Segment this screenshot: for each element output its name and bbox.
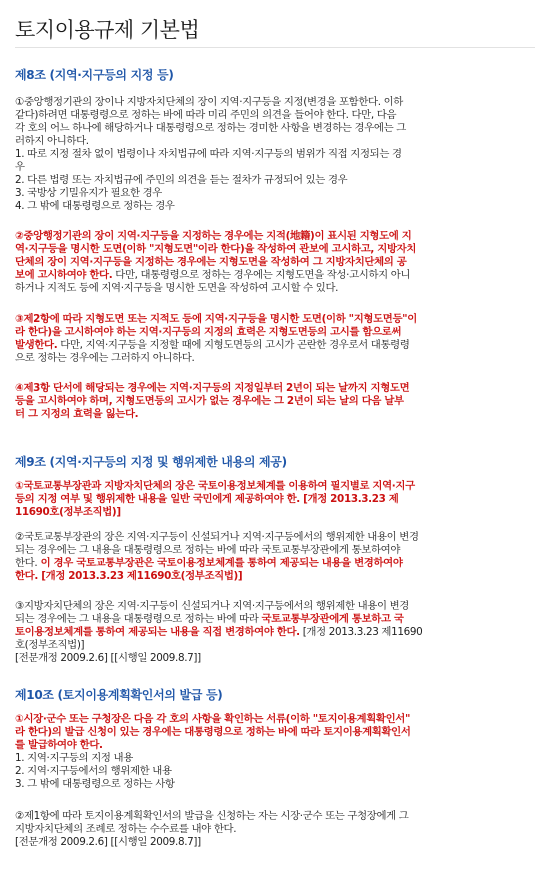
article-10-paragraph-1 (15, 713, 527, 791)
title-divider (15, 47, 535, 48)
article-8-paragraph-2 (15, 230, 527, 295)
text-line: 를 발급하여야 한다. (15, 739, 103, 751)
text-line: 이 경우 국토교통부장관은 국토이용정보체계를 통하여 제공되는 내용을 변경하여야 (37, 557, 403, 569)
article-9-paragraph-3 (15, 600, 527, 665)
text-line: 지방자치단체의 조례로 정하는 수수료를 내야 한다. (15, 823, 237, 835)
text-line: ①시장·군수 또는 구청장은 다음 각 호의 사항을 확인하는 서류(이하 "토지이용계획확인서" (15, 713, 411, 725)
text-line: 하거나 지적도 등에 지역·지구등을 명시한 도면을 작성하여 고시할 수 있다. (15, 282, 339, 294)
amendment-note: [전문개정 2009.2.6] [[시행일 2009.8.7]] (15, 836, 201, 848)
text-line: 단체의 장이 지역·지구등을 지정하는 경우에는 지형도면을 작성하여 그 지방자치단체의 공 (15, 256, 407, 268)
text-line: 우 (15, 161, 25, 173)
text-line: 한다. [개정 2013.3.23 제11690호(정부조직법)] (15, 570, 243, 582)
text-line: ③지방자치단체의 장은 지역·지구등이 신설되거나 지역·지구등에서의 행위제한 내용이 변경 (15, 600, 409, 612)
document-title: 토지이용규제 기본법 (15, 18, 200, 42)
text-line: ①중앙행정기관의 장이나 지방자치단체의 장이 지역·지구등을 지정(변경을 포함한다. 이하 (15, 96, 403, 108)
text-line: 1. 따로 지정 절차 없이 법령이나 자치법규에 따라 지역·지구등의 범위가 직접 지정되는 경 (15, 148, 402, 160)
text-line: ②중앙행정기관의 장이 지역·지구등을 지정하는 경우에는 지적(地籍)이 표시된 지형도에 지 (15, 230, 412, 242)
list-item: 3. 그 밖에 대통령령으로 정하는 사항 (15, 778, 175, 790)
article-9-paragraph-1 (15, 480, 527, 519)
article-8-paragraph-4 (15, 382, 527, 421)
text-line: 국토교통부장관에게 통보하고 국 (261, 613, 404, 625)
article-8-paragraph-3 (15, 313, 527, 365)
text-line: ③제2항에 따라 지형도면 또는 지적도 등에 지역·지구등을 명시한 도면(이하 "지형도면등"이 (15, 313, 417, 325)
text-line: 각 호의 어느 하나에 해당하거나 대통령령으로 정하는 경미한 사항을 변경하는 경우에는 그 (15, 122, 406, 134)
text-line: 발생한다. (15, 339, 58, 351)
text-line: 토이용정보체계를 통하여 제공되는 내용을 직접 변경하여야 한다. (15, 626, 300, 638)
text-line: 되는 경우에는 그 내용을 대통령령으로 정하는 바에 따라 국토교통부장관에게 통보하여야 (15, 544, 401, 556)
text-line: ④제3항 단서에 해당되는 경우에는 지역·지구등의 지정일부터 2년이 되는 날까지 지형도면 (15, 382, 410, 394)
article-9-paragraph-2 (15, 531, 527, 583)
text-line: 으로 정하는 경우에는 그러하지 아니하다. (15, 352, 195, 364)
text-line: 러하지 아니하다. (15, 135, 89, 147)
text-line: 2. 다른 법령 또는 자치법규에 주민의 의견을 듣는 절차가 규정되어 있는 경우 (15, 174, 348, 186)
article-9-heading: 제9조 (지역·지구등의 지정 및 행위제한 내용의 제공) (15, 455, 287, 469)
text-line: 라 한다)의 발급 신청이 있는 경우에는 대통령령으로 정하는 바에 따라 토지이용계획확인서 (15, 726, 411, 738)
text-line: 다만, 대통령령으로 정하는 경우에는 지형도면을 작성·고시하지 아니 (112, 269, 411, 281)
text-line: ②국토교통부장관의 장은 지역·지구등이 신설되거나 지역·지구등에서의 행위제한 내용이 변경 (15, 531, 419, 543)
text-line: 11690호(정부조직법)] (15, 506, 121, 518)
article-8-paragraph-1 (15, 96, 527, 213)
text-line: 3. 국방상 기밀유지가 필요한 경우 (15, 187, 162, 199)
text-line: ②제1항에 따라 토지이용계획확인서의 발급을 신청하는 자는 시장·군수 또는 구청장에게 그 (15, 810, 409, 822)
article-10-heading: 제10조 (토지이용계획확인서의 발급 등) (15, 688, 223, 702)
text-line: 보에 고시하여야 한다. (15, 269, 113, 281)
text-line: 4. 그 밖에 대통령령으로 정하는 경우 (15, 200, 175, 212)
text-line: 등을 고시하여야 하며, 지형도면등의 고시가 없는 경우에는 그 2년이 되는 날의 다음 날부 (15, 395, 404, 407)
article-10-paragraph-2 (15, 810, 527, 849)
text-line: 다만, 지역·지구등을 지정할 때에 지형도면등의 고시가 곤란한 경우로서 대통령령 (57, 339, 410, 351)
amendment-note: [전문개정 2009.2.6] [[시행일 2009.8.7]] (15, 652, 201, 664)
text-line: [개정 2013.3.23 제11690 (299, 626, 423, 638)
list-item: 1. 지역·지구등의 지정 내용 (15, 752, 133, 764)
text-line: 한다. (15, 557, 38, 569)
list-item: 2. 지역·지구등에서의 행위제한 내용 (15, 765, 172, 777)
text-line: 등의 지정 여부 및 행위제한 내용을 일반 국민에게 제공하여야 한. [개정 2013.3.23 제 (15, 493, 399, 505)
text-line: 라 한다)을 고시하여야 하는 지역·지구등의 지정의 효력은 지형도면등의 고시를 함으로써 (15, 326, 402, 338)
text-line: 역·지구등을 명시한 도면(이하 "지형도면"이라 한다)을 작성하여 관보에 고시하고, 지방자치 (15, 243, 416, 255)
text-line: 같다)하려면 대통령령으로 정하는 바에 따라 미리 주민의 의견을 들어야 한다. 다만, 다음 (15, 109, 397, 121)
text-line: 터 그 지정의 효력을 잃는다. (15, 408, 139, 420)
text-line: 호(정부조직법)] (15, 639, 85, 651)
text-line: ①국토교통부장관과 지방자치단체의 장은 국토이용정보체계를 이용하여 필지별로 지역·지구 (15, 480, 415, 492)
text-line: 되는 경우에는 그 내용을 대통령령으로 정하는 바에 따라 (15, 613, 262, 625)
article-8-heading: 제8조 (지역·지구등의 지정 등) (15, 68, 174, 82)
